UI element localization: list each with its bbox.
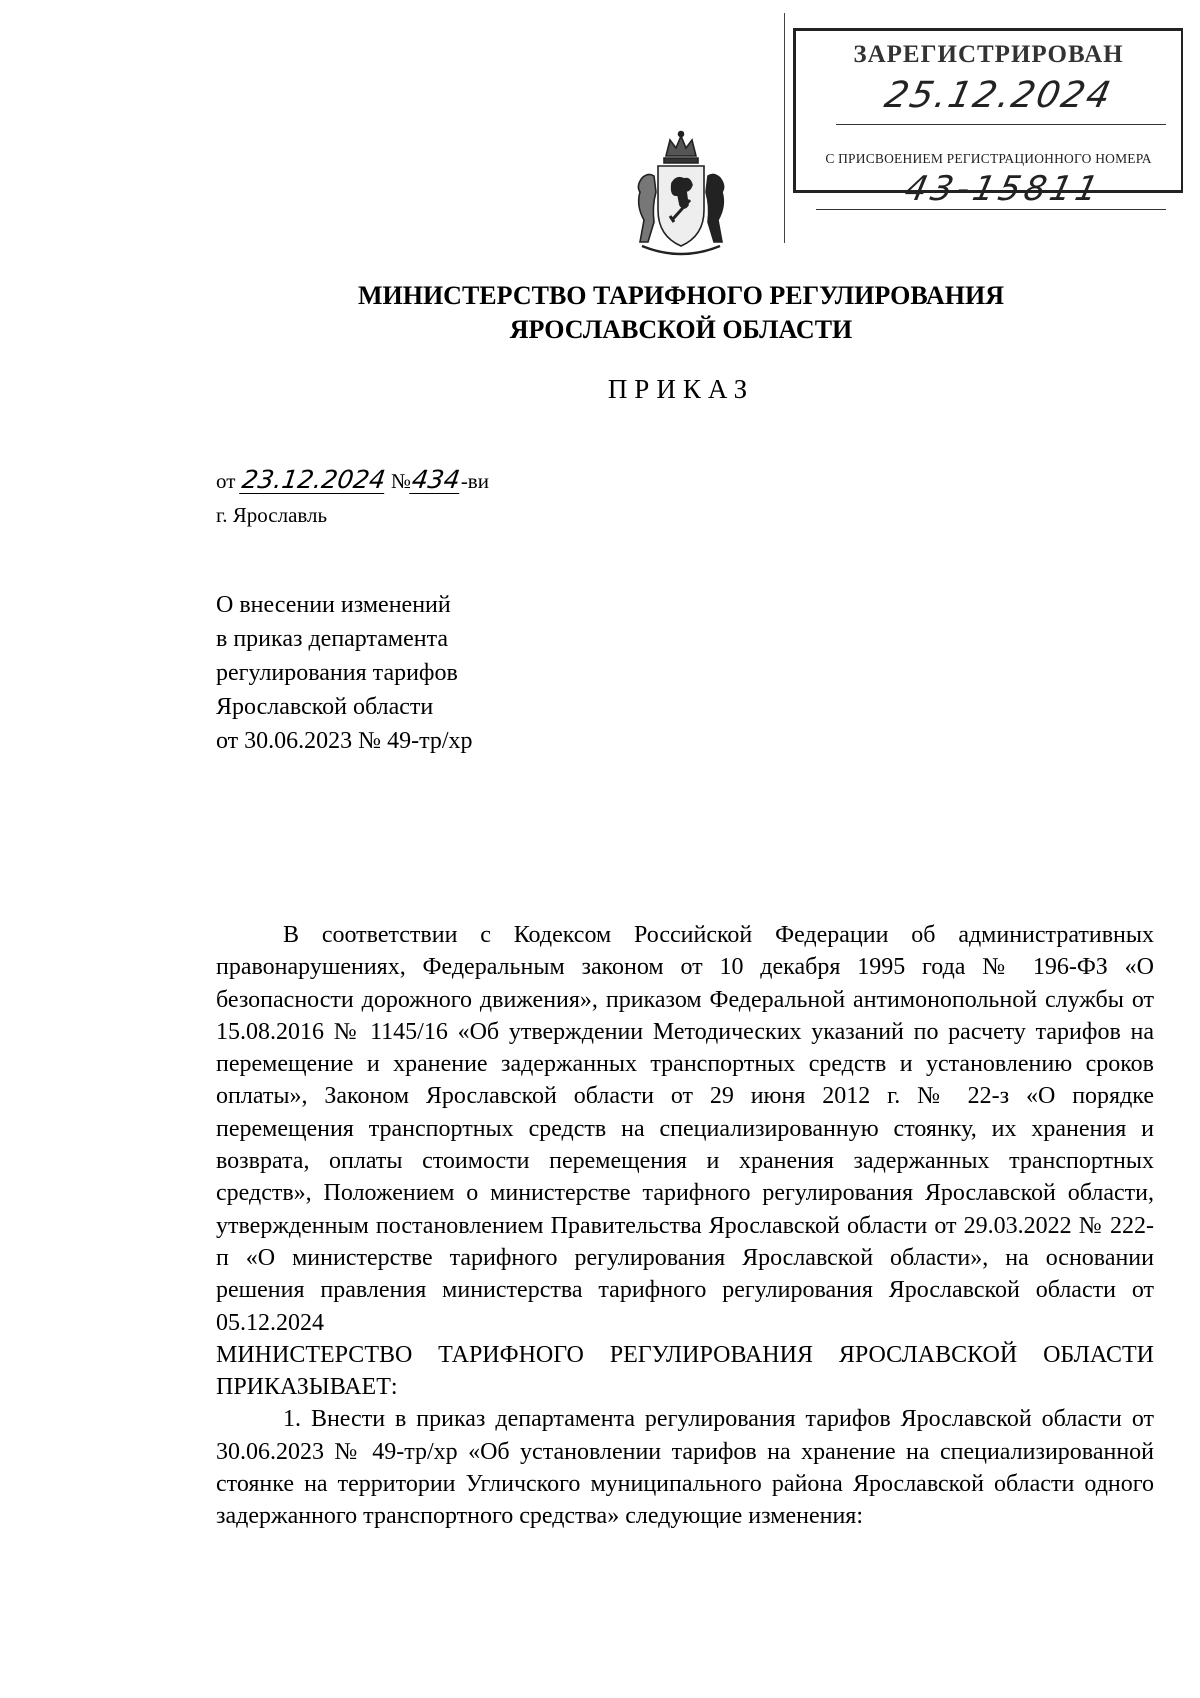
document-subject [216,588,636,758]
document-date: 23.12.2024 [239,465,387,494]
stamp-label: С ПРИСВОЕНИЕМ РЕГИСТРАЦИОННОГО НОМЕРА [825,151,1152,166]
number-suffix: -ви [460,469,489,493]
document-meta [216,464,489,532]
document-number: 434 [410,465,462,494]
ministry-title-line-1: МИНИСТЕРСТВО ТАРИФНОГО РЕГУЛИРОВАНИЯ [357,281,1005,310]
preamble-paragraph: В соответствии с Кодексом Российской Федерации об административных правонарушениях, Федеральным законом от 10 декабря 1995 года № 196-ФЗ «О безопасности дорожного движения», приказом Федеральной антимонопольной службы от 15.08.2016 № 1145/16 «Об утверждении Методических указаний по расчету тарифов на перемещение и хранение задержанных транспортных средств и установлению сроков оплаты», Законом Ярославской области от 29 июня 2012 г. № 22-з «О порядке перемещения транспортных средств на специализированную стоянку, их хранения и возврата, оплаты стоимости перемещения и хранения задержанных транспортных средств», Положением о министерстве тарифного регулирования Ярославской области, утвержденным постановлением Правительства Ярославской области от 29.03.2022 № 222-п «О министерстве тарифного регулирования Ярославской области», на основании решения правления министерства тарифного регулирования Ярославской области от 05.12.2024 [216,922,1154,1336]
stamp-registration-number: 43-15811 [901,169,1106,209]
ministry-title-line-2: ЯРОСЛАВСКОЙ ОБЛАСТИ [509,315,853,344]
date-number-line [216,464,489,498]
subject-line: регулирования тарифов [216,660,458,686]
stamp-divider [816,209,1166,210]
ministry-title [0,279,1200,347]
stamp-divider [836,124,1166,125]
document-type: ПРИКАЗ [607,374,755,404]
number-prefix: № [391,469,412,493]
subject-line: в приказ департамента [216,626,449,652]
date-prefix: от [216,469,236,493]
subject-line: от 30.06.2023 № 49-тр/хр [216,728,473,754]
registration-stamp [793,28,1183,209]
resolution-heading: МИНИСТЕРСТВО ТАРИФНОГО РЕГУЛИРОВАНИЯ ЯРОСЛАВСКОЙ ОБЛАСТИ ПРИКАЗЫВАЕТ: [216,1341,1154,1401]
coat-of-arms-icon [622,128,740,260]
subject-line: О внесении изменений [216,592,451,618]
item-1-paragraph: 1. Внести в приказ департамента регулирования тарифов Ярославской области от 30.06.2023 № 49-тр/хр «Об установлении тарифов на хранение на специализированной стоянке на территории Угличского муниципального района Ярославской области одного задержанного транспортного средства» следующие изменения: [216,1406,1154,1530]
stamp-title: ЗАРЕГИСТРИРОВАН [853,41,1124,68]
document-body [216,919,1154,1533]
city: г. Ярославль [216,503,328,527]
stamp-date: 25.12.2024 [881,75,1116,116]
subject-line: Ярославской области [216,694,434,720]
